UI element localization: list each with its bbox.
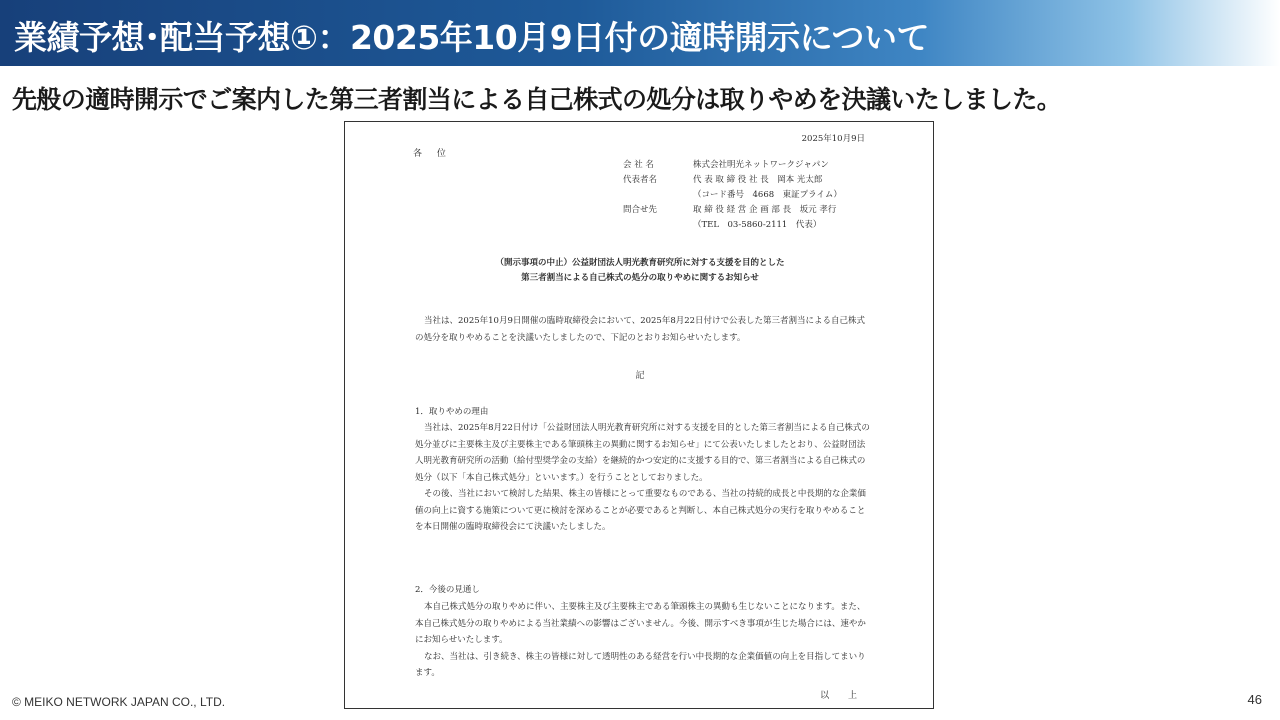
representative-name: 代 表 取 締 役 社 長 岡本 光太郎	[693, 175, 823, 185]
section1-paragraph-2: その後、当社において検討した結果、株主の皆様にとって重要なものである、当社の持続的成長と中長期的な企業価値の向上に資する施策について更に検討を深めることが必要であると判断し、本自己株式処分の実行を取りやめることを本日開催の臨時取締役会にて決議いたしました。	[415, 489, 866, 532]
company-name: 株式会社明光ネットワークジャパン	[693, 160, 829, 170]
stock-code: （コード番号 4668 東証プライム）	[693, 190, 842, 200]
subject-line-1: （開示事項の中止）公益財団法人明光教育研究所に対する支援を目的とした	[495, 258, 785, 268]
section2-paragraph-2: なお、当社は、引き続き、株主の皆様に対して透明性のある経営を行い中長期的な企業価値の向上を目指してまいります。	[415, 651, 866, 678]
company-label: 会 社 名	[623, 160, 654, 170]
page-number: 46	[1247, 692, 1262, 707]
document-date: 2025年10月9日	[801, 134, 865, 144]
section2-paragraph-1: 本自己株式処分の取りやめに伴い、主要株主及び主要株主である筆頭株主の異動も生じないことになります。また、本自己株式処分の取りやめによる当社業績への影響はございません。今後、開示すべき事項が生じた場合には、速やかにお知らせいたします。	[415, 602, 866, 645]
disclosure-document-image	[344, 121, 934, 709]
section2-body	[415, 599, 873, 682]
section1-heading: 1．取りやめの理由	[415, 407, 489, 417]
contact-tel: （TEL 03-5860-2111 代表）	[693, 220, 822, 230]
section2-heading: 2．今後の見通し	[415, 585, 480, 595]
representative-label: 代表者名	[623, 175, 658, 185]
subject-line-2: 第三者割当による自己株式の処分の取りやめに関するお知らせ	[521, 273, 759, 283]
section1-body	[415, 420, 873, 536]
header-bar	[0, 0, 1280, 66]
contact-label: 問合せ先	[623, 205, 658, 215]
contact-person: 取 締 役 経 営 企 画 部 長 坂元 孝行	[693, 205, 837, 215]
document-intro	[415, 313, 873, 347]
document-subject	[345, 256, 934, 286]
document-closing: 以 上	[820, 691, 865, 701]
slide-title: 業績予想･配当予想①：2025年10月9日付の適時開示について	[14, 18, 930, 57]
intro-paragraph: 当社は、2025年10月9日開催の臨時取締役会において、2025年8月22日付けで公表した第三者割当による自己株式の処分を取りやめることを決議いたしましたので、下記のとおりお知らせいたします。	[415, 316, 866, 343]
section1-paragraph-1: 当社は、2025年8月22日付け「公益財団法人明光教育研究所に対する支援を目的とした第三者割当による自己株式の処分並びに主要株主及び主要株主である筆頭株主の異動に関するお知らせ」にて公表いたしましたとおり、公益財団法人明光教育研究所の活動（給付型奨学金の支給）を継続的かつ安定的に支援する目的で、第三者割当による自己株式の処分（以下「本自己株式処分」といいます。）を行うこととしておりました。	[415, 423, 870, 483]
copyright: © MEIKO NETWORK JAPAN CO., LTD.	[12, 695, 226, 709]
slide-subtitle: 先般の適時開示でご案内した第三者割当による自己株式の処分は取りやめを決議いたしました。	[12, 85, 1062, 114]
issuer-block	[623, 158, 842, 233]
ki-marker: 記	[635, 371, 645, 381]
document-addressee: 各 位	[413, 149, 452, 159]
